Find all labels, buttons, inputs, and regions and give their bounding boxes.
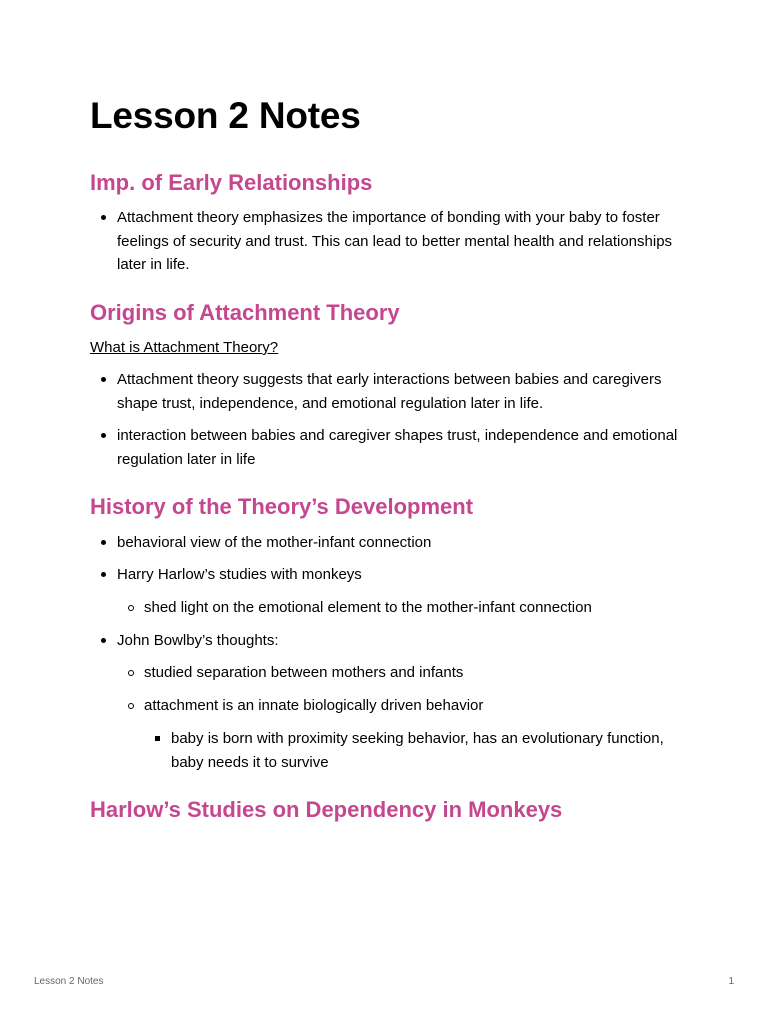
page-title: Lesson 2 Notes [90, 95, 361, 136]
list-item [117, 206, 687, 277]
list-item-text: studied separation between mothers and infants [144, 664, 464, 681]
list-item [117, 424, 687, 471]
list-item [144, 661, 684, 685]
list-item-text: Harry Harlow’s studies with monkeys [117, 566, 362, 583]
circle-bullet-icon [128, 605, 134, 611]
bullet-icon [101, 638, 106, 643]
footer-document-title: Lesson 2 Notes [34, 976, 104, 987]
circle-bullet-icon [128, 703, 134, 709]
bullet-icon [101, 540, 106, 545]
list-item [117, 563, 687, 587]
square-bullet-icon [155, 736, 160, 741]
list-item-text: attachment is an innate biologically driven behavior [144, 697, 484, 714]
bullet-icon [101, 433, 106, 438]
list-item [117, 531, 687, 555]
footer-page-number: 1 [728, 976, 734, 987]
subheading-what-is-attachment-theory: What is Attachment Theory? [90, 339, 279, 356]
section-heading-early-relationships: Imp. of Early Relationships [90, 170, 373, 195]
section-heading-history: History of the Theory’s Development [90, 494, 474, 519]
list-item [117, 629, 687, 653]
bullet-icon [101, 572, 106, 577]
bullet-icon [101, 215, 106, 220]
list-item-text: Attachment theory emphasizes the importance of bonding with your baby to foster feelings of security and trust. This can lead to better mental health and relationships later in life. [117, 209, 673, 273]
list-item [144, 596, 684, 620]
list-item-text: behavioral view of the mother-infant connection [117, 534, 432, 551]
list-item-text: John Bowlby’s thoughts: [117, 632, 279, 649]
bullet-icon [101, 377, 106, 382]
section-heading-harlow-studies: Harlow’s Studies on Dependency in Monkeys [90, 797, 563, 822]
section-heading-origins: Origins of Attachment Theory [90, 300, 400, 325]
circle-bullet-icon [128, 670, 134, 676]
list-item-text: shed light on the emotional element to the mother-infant connection [144, 599, 592, 616]
list-item [117, 368, 687, 415]
list-item [144, 694, 684, 718]
list-item-text: interaction between babies and caregiver shapes trust, independence and emotional regulation later in life [117, 427, 678, 468]
list-item-text: Attachment theory suggests that early interactions between babies and caregivers shape trust, independence, and emotional regulation later in life. [117, 371, 662, 412]
list-item [171, 727, 681, 774]
list-item-text: baby is born with proximity seeking behavior, has an evolutionary function, baby needs it to survive [171, 730, 664, 771]
